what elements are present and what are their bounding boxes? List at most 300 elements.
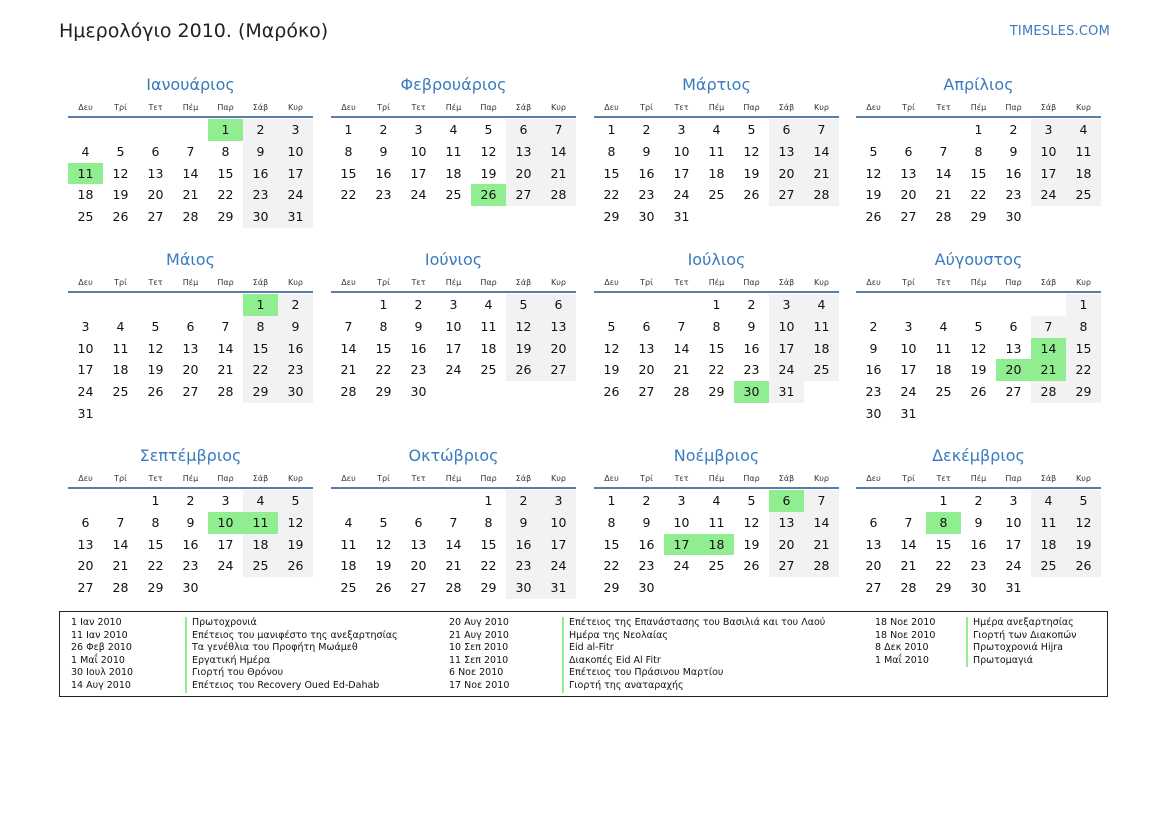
day-cell: 28 [217, 384, 234, 400]
day-cell: 7 [221, 318, 230, 334]
weekday-header [594, 273, 839, 291]
day-cell: 9 [186, 514, 195, 530]
day-cell: 3 [1009, 493, 1018, 508]
holiday-date: 11 Σεπ 2010 [449, 654, 509, 666]
empty-cell [926, 403, 961, 425]
day-cell: 30 [1005, 209, 1022, 225]
weekday-header [68, 98, 313, 116]
day-cell: 6 [1009, 318, 1018, 334]
header-rule [331, 487, 576, 489]
day-cell: 4 [449, 122, 458, 137]
weekday-label: Παρ [480, 102, 497, 112]
weekday-header [331, 98, 576, 116]
day-cell: 28 [182, 209, 199, 225]
day-cell: 1 [607, 122, 616, 137]
day-cell: 19 [1066, 534, 1101, 556]
day-cell: 28 [541, 184, 576, 206]
day-cell: 5 [747, 122, 756, 137]
day-cell: 6 [541, 294, 576, 316]
header-rule [68, 487, 313, 489]
day-cell: 28 [340, 384, 357, 400]
header-rule [594, 487, 839, 489]
day-cell: 2 [506, 490, 541, 512]
day-cell: 30 [970, 580, 987, 596]
day-cell: 12 [480, 143, 497, 159]
empty-cell [804, 206, 839, 228]
holiday-date: 6 Νοε 2010 [449, 667, 504, 679]
day-cell: 9 [974, 514, 983, 530]
day-cell: 6 [151, 143, 160, 159]
day-cell: 1 [344, 122, 353, 137]
day-cell: 17 [769, 338, 804, 360]
holiday-date: 11 Ιαν 2010 [71, 629, 128, 641]
weekday-label: Δευ [341, 277, 356, 287]
weekday-label: Κυρ [551, 277, 566, 287]
day-cell: 23 [506, 555, 541, 577]
weekday-label: Κυρ [288, 277, 303, 287]
month-name: Ιανουάριος [146, 75, 235, 94]
day-cell: 4 [712, 122, 721, 137]
empty-cell [138, 294, 173, 316]
day-cell: 25 [708, 558, 725, 574]
day-cell: 27 [182, 384, 199, 400]
day-cell: 6 [769, 490, 804, 512]
day-cell: 29 [147, 580, 164, 596]
day-cell: 4 [1031, 490, 1066, 512]
empty-cell [769, 577, 804, 599]
weekday-header [68, 273, 313, 291]
day-cell: 15 [375, 340, 392, 356]
day-cell: 5 [974, 318, 983, 334]
day-cell: 28 [900, 580, 917, 596]
day-cell: 15 [708, 340, 725, 356]
empty-cell [243, 577, 278, 599]
day-grid [856, 294, 1101, 425]
day-cell: 11 [340, 536, 357, 552]
weekday-label: Σάβ [252, 102, 269, 112]
day-cell: 2 [869, 318, 878, 334]
day-cell: 16 [970, 536, 987, 552]
weekday-label: Δευ [341, 102, 356, 112]
weekday-label: Δευ [866, 102, 881, 112]
holiday-name: Τα γενέθλια του Προφήτη Μωάμεθ [185, 642, 358, 655]
empty-cell [594, 294, 629, 316]
day-cell: 13 [769, 512, 804, 534]
day-cell: 11 [445, 143, 462, 159]
month-calendar [331, 445, 576, 599]
day-grid [856, 119, 1101, 228]
day-cell: 14 [112, 536, 129, 552]
empty-cell [541, 381, 576, 403]
day-cell: 1 [712, 297, 721, 312]
weekday-label: Σάβ [515, 473, 532, 483]
day-cell: 26 [278, 555, 313, 577]
day-cell: 16 [638, 536, 655, 552]
day-cell: 26 [743, 187, 760, 203]
holiday-date: 17 Νοε 2010 [449, 679, 510, 691]
day-cell: 2 [186, 493, 195, 508]
day-cell: 3 [449, 297, 458, 312]
weekday-label: Παρ [743, 277, 760, 287]
day-cell: 23 [410, 362, 427, 378]
weekday-label: Τρί [640, 102, 653, 112]
empty-cell [804, 381, 839, 403]
weekday-label: Παρ [217, 102, 234, 112]
day-cell: 20 [900, 187, 917, 203]
day-cell: 12 [865, 165, 882, 181]
empty-cell [699, 577, 734, 599]
day-cell: 9 [414, 318, 423, 334]
day-cell: 6 [769, 119, 804, 141]
day-cell: 8 [1066, 316, 1101, 338]
day-cell: 9 [747, 318, 756, 334]
day-grid [594, 119, 839, 228]
day-cell: 11 [804, 316, 839, 338]
weekday-label: Τρί [902, 102, 915, 112]
empty-cell [436, 381, 471, 403]
weekday-label: Τρί [377, 473, 390, 483]
day-cell: 22 [375, 362, 392, 378]
day-cell: 25 [480, 362, 497, 378]
day-cell: 8 [221, 143, 230, 159]
day-cell: 14 [900, 536, 917, 552]
day-cell: 21 [445, 558, 462, 574]
day-cell: 30 [243, 206, 278, 228]
holiday-date: 14 Αυγ 2010 [71, 679, 131, 691]
empty-cell [278, 577, 313, 599]
day-cell: 27 [541, 359, 576, 381]
day-cell: 1 [243, 294, 278, 316]
empty-cell [366, 490, 401, 512]
day-cell: 10 [673, 514, 690, 530]
day-cell: 7 [541, 119, 576, 141]
weekday-label: Κυρ [814, 102, 829, 112]
day-cell: 3 [541, 490, 576, 512]
day-cell: 16 [410, 340, 427, 356]
day-cell: 5 [869, 143, 878, 159]
header-rule [594, 291, 839, 293]
day-cell: 3 [1031, 119, 1066, 141]
weekday-label: Πέμ [445, 102, 462, 112]
weekday-label: Τετ [148, 102, 163, 112]
day-cell: 5 [278, 490, 313, 512]
day-cell: 15 [603, 165, 620, 181]
day-cell: 5 [484, 122, 493, 137]
month-name: Δεκέμβριος [932, 446, 1025, 465]
empty-cell [103, 294, 138, 316]
day-cell: 13 [77, 536, 94, 552]
day-cell: 7 [804, 119, 839, 141]
day-cell: 31 [541, 577, 576, 599]
day-cell: 9 [642, 514, 651, 530]
day-cell: 19 [480, 165, 497, 181]
weekday-label: Δευ [78, 277, 93, 287]
day-cell: 5 [607, 318, 616, 334]
empty-cell [891, 490, 926, 512]
day-cell: 23 [970, 558, 987, 574]
day-cell: 16 [375, 165, 392, 181]
weekday-label: Δευ [341, 473, 356, 483]
day-cell: 5 [1066, 490, 1101, 512]
day-cell: 13 [900, 165, 917, 181]
day-cell: 27 [638, 384, 655, 400]
day-cell: 19 [743, 536, 760, 552]
weekday-label: Σάβ [252, 277, 269, 287]
day-cell: 10 [208, 512, 243, 534]
weekday-header [594, 469, 839, 487]
empty-cell [996, 403, 1031, 425]
empty-cell [68, 490, 103, 512]
day-cell: 17 [217, 536, 234, 552]
day-cell: 26 [112, 209, 129, 225]
day-cell: 29 [970, 209, 987, 225]
weekday-label: Πέμ [970, 277, 987, 287]
day-cell: 14 [217, 340, 234, 356]
day-cell: 26 [970, 384, 987, 400]
month-calendar [856, 249, 1101, 425]
day-cell: 11 [480, 318, 497, 334]
day-grid [331, 294, 576, 403]
day-cell: 5 [116, 143, 125, 159]
day-cell: 3 [81, 318, 90, 334]
day-cell: 21 [804, 534, 839, 556]
month-calendar [594, 445, 839, 599]
day-cell: 6 [186, 318, 195, 334]
day-cell: 7 [449, 514, 458, 530]
day-cell: 9 [642, 143, 651, 159]
day-cell: 6 [414, 514, 423, 530]
day-cell: 11 [68, 163, 103, 185]
day-cell: 2 [747, 297, 756, 312]
day-cell: 3 [677, 493, 686, 508]
day-cell: 4 [939, 318, 948, 334]
day-cell: 3 [904, 318, 913, 334]
month-calendar [68, 249, 313, 425]
day-cell: 18 [112, 362, 129, 378]
empty-cell [891, 294, 926, 316]
weekday-label: Πέμ [708, 277, 725, 287]
weekday-label: Δευ [866, 473, 881, 483]
empty-cell [961, 403, 996, 425]
day-cell: 13 [638, 340, 655, 356]
empty-cell [961, 294, 996, 316]
day-cell: 14 [804, 512, 839, 534]
weekday-label: Τετ [411, 102, 426, 112]
day-cell: 17 [673, 165, 690, 181]
empty-cell [278, 403, 313, 425]
weekday-label: Πέμ [445, 277, 462, 287]
weekday-label: Τρί [902, 473, 915, 483]
holiday-name: Γιορτή του Θρόνου [185, 667, 283, 680]
day-cell: 28 [445, 580, 462, 596]
holiday-legend [59, 611, 1108, 697]
month-name: Φεβρουάριος [400, 75, 507, 94]
weekday-header [594, 98, 839, 116]
weekday-label: Τετ [411, 277, 426, 287]
weekday-label: Τρί [377, 277, 390, 287]
weekday-label: Πέμ [182, 473, 199, 483]
day-cell: 24 [445, 362, 462, 378]
day-cell: 12 [743, 143, 760, 159]
day-cell: 29 [480, 580, 497, 596]
day-cell: 27 [769, 184, 804, 206]
weekday-label: Σάβ [778, 473, 795, 483]
day-cell: 22 [217, 187, 234, 203]
day-cell: 19 [970, 362, 987, 378]
day-cell: 8 [926, 512, 961, 534]
day-cell: 17 [541, 534, 576, 556]
day-cell: 20 [147, 187, 164, 203]
day-cell: 24 [541, 555, 576, 577]
day-cell: 10 [77, 340, 94, 356]
day-cell: 30 [865, 405, 882, 421]
day-cell: 14 [935, 165, 952, 181]
weekday-label: Κυρ [1076, 277, 1091, 287]
day-cell: 26 [375, 580, 392, 596]
day-cell: 10 [769, 316, 804, 338]
day-cell: 22 [970, 187, 987, 203]
weekday-label: Παρ [743, 473, 760, 483]
day-cell: 19 [743, 165, 760, 181]
day-grid [594, 294, 839, 403]
holiday-name: Ημέρα της Νεολαίας [562, 630, 668, 643]
day-cell: 21 [673, 362, 690, 378]
day-cell: 16 [506, 534, 541, 556]
day-cell: 3 [221, 493, 230, 508]
empty-cell [68, 294, 103, 316]
holiday-date: 18 Νοε 2010 [875, 617, 936, 628]
day-cell: 4 [243, 490, 278, 512]
day-cell: 7 [1031, 316, 1066, 338]
day-cell: 29 [1066, 381, 1101, 403]
day-cell: 19 [865, 187, 882, 203]
weekday-label: Παρ [743, 102, 760, 112]
day-cell: 2 [642, 122, 651, 137]
day-cell: 10 [1031, 141, 1066, 163]
holiday-date: 8 Δεκ 2010 [875, 642, 929, 654]
day-cell: 27 [147, 209, 164, 225]
day-grid [331, 119, 576, 206]
weekday-label: Κυρ [814, 277, 829, 287]
empty-cell [471, 381, 506, 403]
day-cell: 12 [1066, 512, 1101, 534]
day-cell: 21 [112, 558, 129, 574]
day-cell: 25 [340, 580, 357, 596]
weekday-label: Σάβ [778, 277, 795, 287]
day-cell: 10 [278, 141, 313, 163]
weekday-label: Κυρ [288, 473, 303, 483]
day-cell: 31 [769, 381, 804, 403]
day-cell: 1 [1066, 294, 1101, 316]
day-cell: 29 [603, 580, 620, 596]
day-cell: 24 [217, 558, 234, 574]
day-cell: 3 [278, 119, 313, 141]
page-title: Ημερολόγιο 2010. (Μαρόκο) [59, 20, 329, 42]
day-cell: 22 [243, 359, 278, 381]
day-cell: 16 [243, 163, 278, 185]
day-cell: 4 [81, 143, 90, 159]
day-cell: 8 [484, 514, 493, 530]
day-cell: 31 [900, 405, 917, 421]
day-cell: 5 [151, 318, 160, 334]
day-cell: 26 [471, 184, 506, 206]
day-cell: 5 [506, 294, 541, 316]
day-cell: 10 [673, 143, 690, 159]
weekday-header [856, 273, 1101, 291]
month-calendar [856, 445, 1101, 599]
day-cell: 18 [1031, 534, 1066, 556]
weekday-label: Τετ [936, 473, 951, 483]
weekday-label: Παρ [1005, 102, 1022, 112]
site-link[interactable]: TIMESLES.COM [1009, 24, 1110, 39]
empty-cell [629, 294, 664, 316]
weekday-label: Σάβ [515, 102, 532, 112]
day-cell: 27 [900, 209, 917, 225]
day-cell: 21 [217, 362, 234, 378]
day-cell: 2 [243, 119, 278, 141]
day-cell: 28 [112, 580, 129, 596]
day-cell: 8 [607, 143, 616, 159]
day-cell: 25 [1031, 555, 1066, 577]
day-cell: 15 [147, 536, 164, 552]
weekday-label: Παρ [217, 473, 234, 483]
day-cell: 11 [708, 514, 725, 530]
weekday-label: Κυρ [551, 102, 566, 112]
day-cell: 23 [1005, 187, 1022, 203]
day-cell: 3 [414, 122, 423, 137]
header-rule [856, 291, 1101, 293]
day-cell: 17 [664, 534, 699, 556]
empty-cell [138, 119, 173, 141]
day-cell: 18 [708, 165, 725, 181]
day-cell: 11 [112, 340, 129, 356]
empty-cell [891, 119, 926, 141]
header-rule [68, 291, 313, 293]
day-cell: 25 [1066, 184, 1101, 206]
day-grid [594, 490, 839, 599]
day-cell: 17 [900, 362, 917, 378]
day-cell: 21 [182, 187, 199, 203]
day-cell: 20 [410, 558, 427, 574]
day-cell: 2 [379, 122, 388, 137]
day-cell: 18 [480, 340, 497, 356]
weekday-label: Πέμ [182, 102, 199, 112]
day-cell: 18 [1066, 163, 1101, 185]
day-cell: 9 [506, 512, 541, 534]
header-rule [594, 116, 839, 118]
day-cell: 19 [375, 558, 392, 574]
day-cell: 27 [769, 555, 804, 577]
holiday-name: Πρωτοχρονιά [185, 617, 257, 630]
weekday-label: Κυρ [814, 473, 829, 483]
month-calendar [594, 74, 839, 228]
day-cell: 1 [607, 493, 616, 508]
day-cell: 2 [974, 493, 983, 508]
empty-cell [856, 294, 891, 316]
weekday-label: Τετ [936, 102, 951, 112]
day-cell: 24 [769, 359, 804, 381]
day-cell: 9 [379, 143, 388, 159]
month-calendar [594, 249, 839, 403]
day-cell: 20 [769, 534, 804, 556]
day-cell: 19 [147, 362, 164, 378]
weekday-label: Τρί [114, 473, 127, 483]
day-cell: 21 [804, 163, 839, 185]
weekday-header [68, 469, 313, 487]
day-cell: 21 [1031, 359, 1066, 381]
day-cell: 26 [147, 384, 164, 400]
day-cell: 30 [410, 384, 427, 400]
